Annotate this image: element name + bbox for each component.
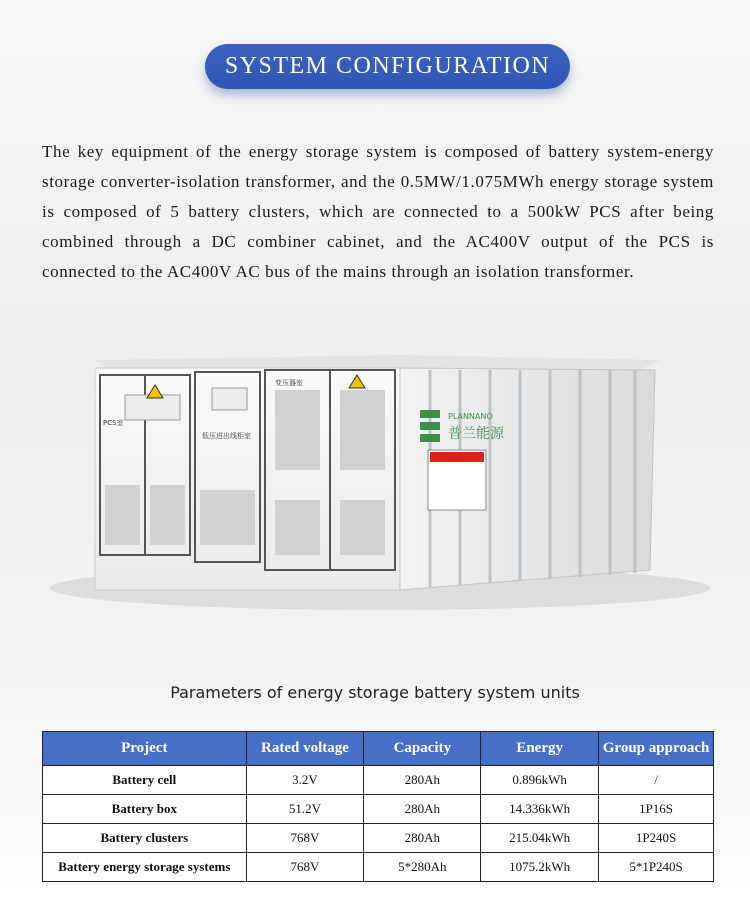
table-header-row — [43, 732, 714, 766]
column-header-project: Project — [43, 732, 247, 766]
door-label-transformer: 变压器室 — [275, 379, 303, 387]
section-title: SYSTEM CONFIGURATION — [224, 53, 551, 79]
cell-project: Battery cell — [43, 766, 247, 795]
cell-rated-voltage: 51.2V — [246, 795, 364, 824]
table-row — [43, 766, 714, 795]
cell-rated-voltage: 768V — [246, 853, 364, 882]
table-row — [43, 824, 714, 853]
parameters-table — [42, 731, 714, 882]
column-header-capacity: Capacity — [364, 732, 481, 766]
cell-group-approach: 5*1P240S — [599, 853, 714, 882]
cell-energy: 14.336kWh — [481, 795, 599, 824]
cell-capacity: 5*280Ah — [364, 853, 481, 882]
door-label-lowvoltage: 低压进出线柜室 — [202, 432, 251, 440]
column-header-group-approach: Group approach — [599, 732, 714, 766]
column-header-energy: Energy — [481, 732, 599, 766]
cell-group-approach: 1P240S — [599, 824, 714, 853]
cell-group-approach: / — [599, 766, 714, 795]
cell-rated-voltage: 768V — [246, 824, 364, 853]
door-label-pcs: PCS室 — [103, 419, 124, 427]
brand-name-en: PLANNANO — [448, 412, 493, 421]
intro-paragraph: The key equipment of the energy storage system is composed of battery system-energy storage converter-isolation transformer, and the 0.5MW/1.075MWh energy storage system is composed of 5 battery clusters, which are connected to a 500kW PCS after being combined through a DC combiner cabinet, and the AC400V output of the PCS is connected to the AC400V AC bus of the mains through an isolation transformer. — [42, 142, 714, 281]
cell-capacity: 280Ah — [364, 766, 481, 795]
cell-rated-voltage: 3.2V — [246, 766, 364, 795]
cell-capacity: 280Ah — [364, 824, 481, 853]
cell-project: Battery box — [43, 795, 247, 824]
section-title-banner — [205, 44, 570, 89]
table-row — [43, 795, 714, 824]
cell-energy: 1075.2kWh — [481, 853, 599, 882]
brand-logo — [420, 410, 505, 442]
energy-storage-container-image — [0, 330, 750, 660]
column-header-rated-voltage: Rated voltage — [246, 732, 364, 766]
cell-energy: 0.896kWh — [481, 766, 599, 795]
table-row — [43, 853, 714, 882]
cell-project: Battery clusters — [43, 824, 247, 853]
cell-capacity: 280Ah — [364, 795, 481, 824]
cell-energy: 215.04kWh — [481, 824, 599, 853]
brand-name-cn: 普兰能源 — [448, 426, 504, 442]
cell-group-approach: 1P16S — [599, 795, 714, 824]
table-title: Parameters of energy storage battery system units — [170, 683, 580, 702]
cell-project: Battery energy storage systems — [43, 853, 247, 882]
